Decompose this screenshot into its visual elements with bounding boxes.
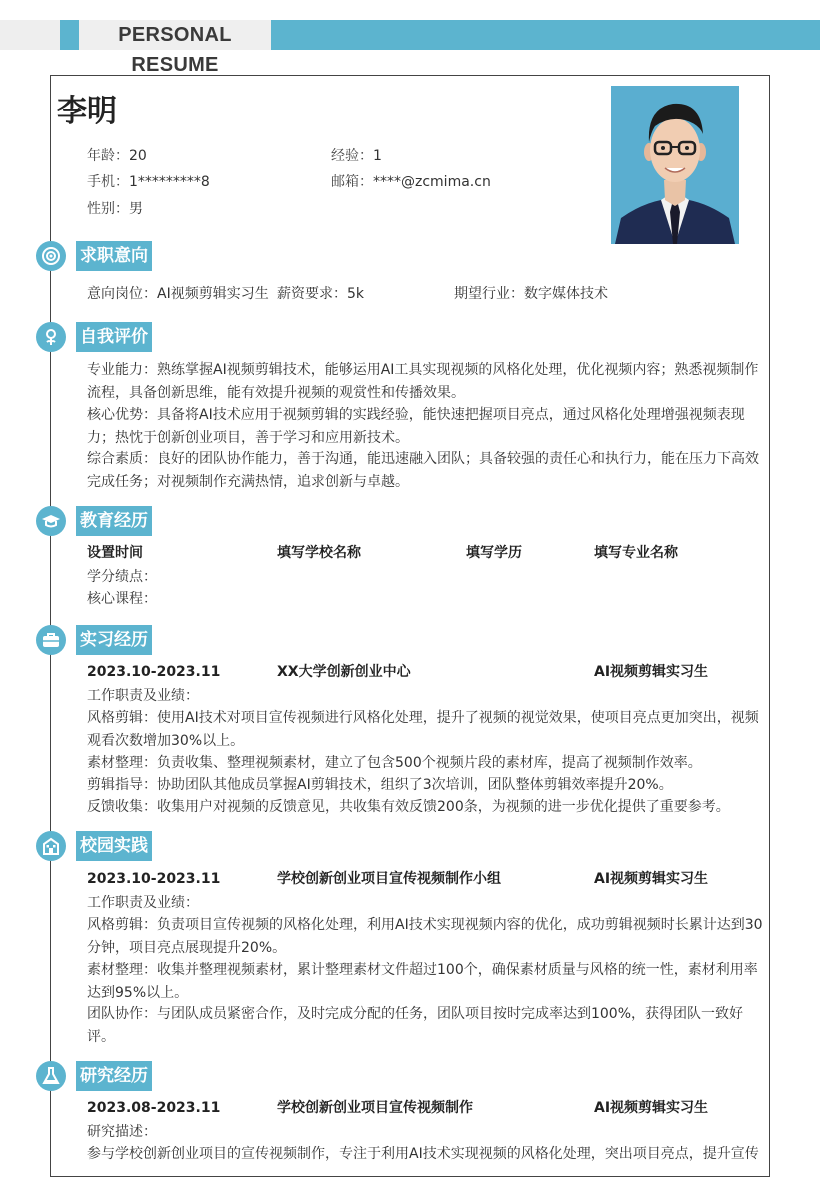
education-major: 填写专业名称: [594, 545, 678, 561]
campus-item: 素材整理：收集并整理视频素材，累计整理素材文件超过100个，确保素材质量与风格的统一性，素材利用率达到95%以上。: [87, 962, 758, 1001]
section-title: 求职意向: [76, 241, 152, 271]
internship-item: 剪辑指导：协助团队其他成员掌握AI剪辑技术，组织了3次培训，团队整体剪辑效率提升20%。: [87, 777, 673, 793]
section-title: 研究经历: [76, 1061, 152, 1091]
internship-item: 反馈收集：收集用户对视频的反馈意见，共收集有效反馈200条，为视频的进一步优化提供了重要参考。: [87, 799, 730, 815]
profile-photo: [611, 86, 739, 244]
internship-item: 素材整理：负责收集、整理视频素材，建立了包含500个视频片段的素材库，提高了视频制作效率。: [87, 755, 702, 771]
timeline-line: [50, 250, 51, 1160]
campus-org: 学校创新创业项目宣传视频制作小组: [277, 871, 501, 887]
candidate-name: 李明: [57, 94, 117, 129]
top-banner: [0, 20, 820, 76]
internship-time: 2023.10-2023.11: [87, 664, 221, 680]
internship-duties-label: 工作职责及业绩：: [87, 688, 199, 704]
section-title: 教育经历: [76, 506, 152, 536]
intent-position: 意向岗位：AI视频剪辑实习生: [87, 286, 269, 302]
gender-field: 性别：男: [87, 201, 143, 217]
banner-accent-block: [60, 20, 79, 50]
section-title: 自我评价: [76, 322, 152, 352]
research-time: 2023.08-2023.11: [87, 1100, 221, 1116]
research-desc-label: 研究描述：: [87, 1124, 157, 1140]
phone-field: 手机：1*********8: [87, 174, 210, 190]
education-row: [87, 542, 765, 564]
self-eval-paragraph: 核心优势：具备将AI技术应用于视频剪辑的实践经验，能快速把握项目亮点，通过风格化处理增强视频表现力；热忱于创新创业项目，善于学习和应用新技术。: [87, 407, 745, 446]
education-courses: 核心课程：: [87, 591, 157, 607]
research-org: 学校创新创业项目宣传视频制作: [277, 1100, 473, 1116]
graduation-cap-icon: [36, 506, 66, 536]
age-field: 年龄：20: [87, 148, 147, 164]
internship-org: XX大学创新创业中心: [277, 664, 411, 680]
campus-item: 团队协作：与团队成员紧密合作，及时完成分配的任务，团队项目按时完成率达到100%，获得团队一致好评。: [87, 1006, 744, 1045]
education-time: 设置时间: [87, 545, 143, 561]
briefcase-icon: [36, 625, 66, 655]
target-icon: [36, 241, 66, 271]
building-icon: [36, 831, 66, 861]
campus-item: 风格剪辑：负责项目宣传视频的风格化处理，利用AI技术实现视频内容的优化，成功剪辑视频时长累计达到30分钟，项目亮点展现提升20%。: [87, 917, 763, 956]
education-school: 填写学校名称: [277, 545, 361, 561]
experience-field: 经验：1: [331, 148, 382, 164]
section-title: 实习经历: [76, 625, 152, 655]
campus-role: AI视频剪辑实习生: [594, 871, 709, 887]
campus-duties-label: 工作职责及业绩：: [87, 895, 199, 911]
intent-industry: 期望行业：数字媒体技术: [454, 286, 608, 302]
self-eval-paragraph: 专业能力：熟练掌握AI视频剪辑技术，能够运用AI工具实现视频的风格化处理，优化视频内容；熟悉视频制作流程，具备创新思维，能有效提升视频的观赏性和传播效果。: [87, 362, 759, 401]
resume-title: PERSONAL RESUME: [79, 20, 271, 50]
internship-role: AI视频剪辑实习生: [594, 664, 709, 680]
intent-salary: 薪资要求：5k: [277, 286, 365, 302]
banner-right-block: [271, 20, 820, 50]
internship-item: 风格剪辑：使用AI技术对项目宣传视频进行风格化处理，提升了视频的视觉效果，使项目亮点更加突出，视频观看次数增加30%以上。: [87, 710, 759, 749]
education-degree: 填写学历: [466, 545, 522, 561]
research-role: AI视频剪辑实习生: [594, 1100, 709, 1116]
education-gpa: 学分绩点：: [87, 569, 157, 585]
campus-row: [87, 868, 765, 890]
research-row: [87, 1097, 765, 1119]
email-field: 邮箱：****@zcmima.cn: [331, 174, 491, 190]
section-title: 校园实践: [76, 831, 152, 861]
flower-icon: [36, 322, 66, 352]
self-eval-paragraph: 综合素质：良好的团队协作能力，善于沟通，能迅速融入团队；具备较强的责任心和执行力，能在压力下高效完成任务；对视频制作充满热情，追求创新与卓越。: [87, 451, 759, 490]
research-item: 参与学校创新创业项目的宣传视频制作，专注于利用AI技术实现视频的风格化处理，突出项目亮点，提升宣传: [87, 1146, 759, 1162]
internship-row: [87, 661, 765, 683]
banner-left-block: [0, 20, 60, 50]
campus-time: 2023.10-2023.11: [87, 871, 221, 887]
flask-icon: [36, 1061, 66, 1091]
